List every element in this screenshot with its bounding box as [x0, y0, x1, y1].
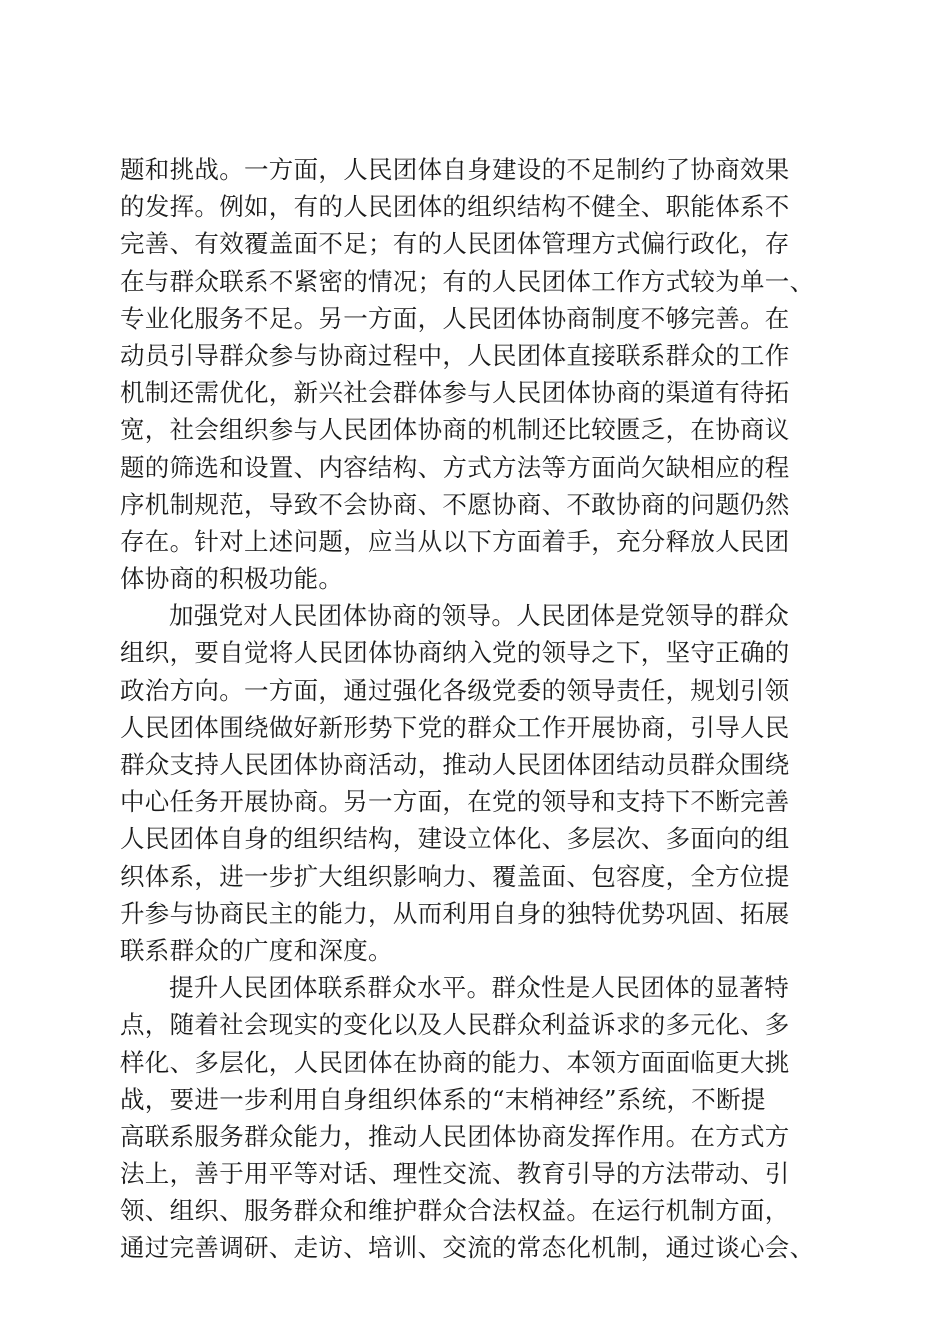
text-line: 动员引导群众参与协商过程中，人民团体直接联系群众的工作: [120, 340, 790, 370]
body-text: [120, 151, 830, 1267]
text-line: 序机制规范，导致不会协商、不愿协商、不敢协商的问题仍然: [120, 489, 790, 519]
text-line: 专业化服务不足。另一方面，人民团体协商制度不够完善。在: [120, 303, 790, 333]
paragraph-2: [120, 597, 830, 969]
text-line: 样化、多层化，人民团体在协商的能力、本领方面面临更大挑: [120, 1047, 790, 1077]
text-line: 法上，善于用平等对话、理性交流、教育引导的方法带动、引: [120, 1159, 790, 1189]
text-line: 人民团体围绕做好新形势下党的群众工作开展协商，引导人民: [120, 712, 790, 742]
text-line: 高联系服务群众能力，推动人民团体协商发挥作用。在方式方: [120, 1121, 790, 1151]
text-line: 存在。针对上述问题，应当从以下方面着手，充分释放人民团: [120, 526, 790, 556]
text-line: 织体系，进一步扩大组织影响力、覆盖面、包容度，全方位提: [120, 861, 790, 891]
text-line: 题和挑战。一方面，人民团体自身建设的不足制约了协商效果: [120, 155, 790, 184]
text-line: 政治方向。一方面，通过强化各级党委的领导责任，规划引领: [120, 675, 790, 705]
text-line: 中心任务开展协商。另一方面，在党的领导和支持下不断完善: [120, 787, 790, 817]
text-line: 宽，社会组织参与人民团体协商的机制还比较匮乏，在协商议: [120, 415, 790, 445]
text-line: 组织，要自觉将人民团体协商纳入党的领导之下，坚守正确的: [120, 638, 790, 668]
text-line: 机制还需优化，新兴社会群体参与人民团体协商的渠道有待拓: [120, 378, 790, 408]
text-line: 领、组织、服务群众和维护群众合法权益。在运行机制方面，: [120, 1196, 790, 1226]
text-line: 的发挥。例如，有的人民团体的组织结构不健全、职能体系不: [120, 192, 790, 222]
text-line: 加强党对人民团体协商的领导。人民团体是党领导的群众: [169, 601, 789, 631]
text-line: 群众支持人民团体协商活动，推动人民团体团结动员群众围绕: [120, 750, 790, 779]
text-line: 在与群众联系不紧密的情况；有的人民团体工作方式较为单一、: [120, 266, 815, 296]
text-line: 点，随着社会现实的变化以及人民群众利益诉求的多元化、多: [120, 1010, 790, 1040]
text-line: 战，要进一步利用自身组织体系的“末梢神经”系统，不断提: [120, 1084, 766, 1114]
text-line: 联系群众的广度和深度。: [120, 935, 393, 965]
paragraph-1: [120, 151, 830, 597]
text-line: 提升人民团体联系群众水平。群众性是人民团体的显著特: [169, 973, 789, 1003]
text-line: 完善、有效覆盖面不足；有的人民团体管理方式偏行政化，存: [120, 229, 790, 259]
text-line: 体协商的积极功能。: [120, 564, 344, 594]
text-line: 题的筛选和设置、内容结构、方式方法等方面尚欠缺相应的程: [120, 452, 790, 482]
text-line: 通过完善调研、走访、培训、交流的常态化机制，通过谈心会、: [120, 1233, 815, 1263]
text-line: 升参与协商民主的能力，从而利用自身的独特优势巩固、拓展: [120, 898, 790, 928]
text-line: 人民团体自身的组织结构，建设立体化、多层次、多面向的组: [120, 824, 790, 854]
paragraph-3: [120, 969, 830, 1267]
